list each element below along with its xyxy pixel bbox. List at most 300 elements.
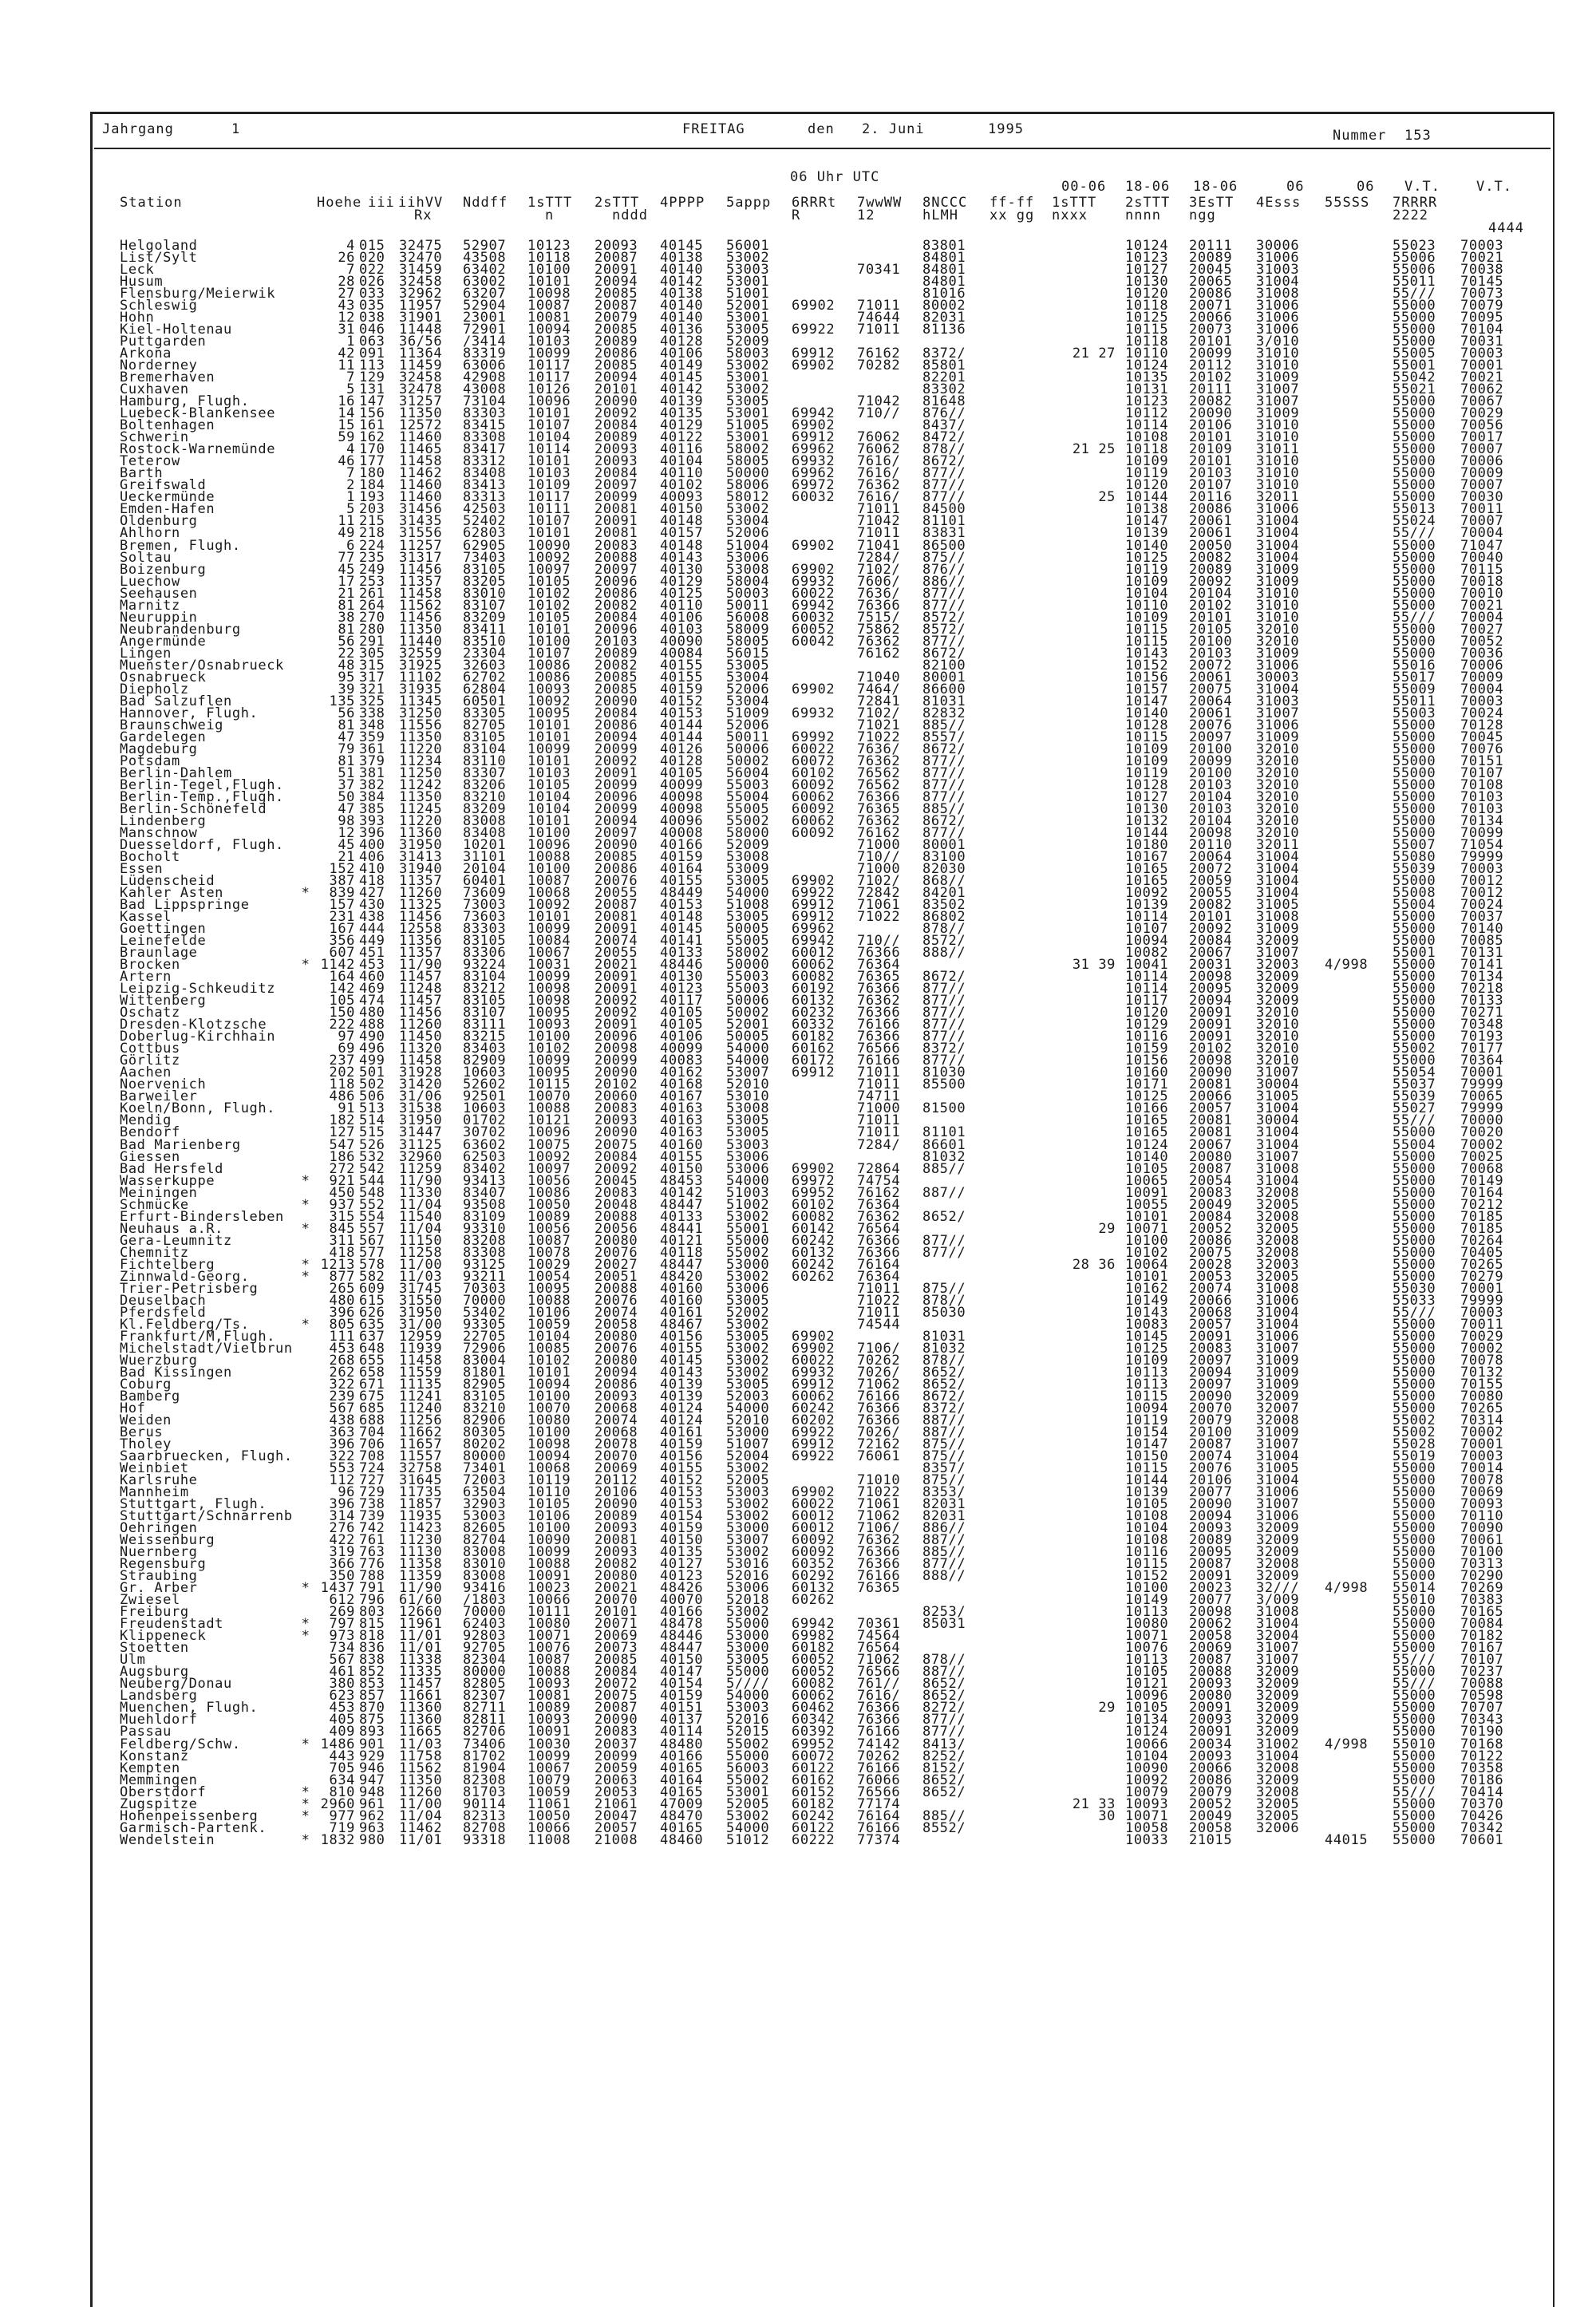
table-cell: 86601 xyxy=(922,1136,966,1153)
table-cell: 70001 xyxy=(1460,1065,1504,1081)
table-cell: 20085 xyxy=(595,322,638,338)
table-cell: 20092 xyxy=(595,1160,638,1177)
table-cell: 291 xyxy=(359,633,385,650)
table-cell: 83008 xyxy=(463,812,507,829)
table-cell: 48441 xyxy=(660,1220,704,1237)
table-cell: 71062 xyxy=(857,1376,901,1392)
table-cell: 488 xyxy=(359,1017,385,1033)
table-cell: 10131 xyxy=(1125,381,1169,398)
table-cell: 542 xyxy=(359,1160,385,1177)
table-cell: 55000 xyxy=(1393,1244,1436,1261)
table-cell: 788 xyxy=(359,1568,385,1585)
table-cell: 31435 xyxy=(399,513,443,530)
table-cell: 20102 xyxy=(1189,597,1233,614)
station-name: Hohenpeissenberg xyxy=(120,1807,259,1824)
column-head: 3EsTT xyxy=(1189,195,1235,211)
table-cell: 69912 xyxy=(792,429,836,446)
table-cell: 60242 xyxy=(792,1256,836,1273)
table-cell: 82708 xyxy=(463,1819,507,1836)
table-cell: 20093 xyxy=(595,238,638,254)
den-label: den xyxy=(808,121,835,137)
table-cell: 10096 xyxy=(527,393,571,410)
table-cell: 20049 xyxy=(1189,1807,1233,1824)
table-cell: 7636/ xyxy=(857,585,901,602)
table-cell: 55000 xyxy=(1393,1628,1436,1645)
table-cell: 10147 xyxy=(1125,513,1169,530)
table-cell: 20052 xyxy=(1189,1220,1233,1237)
table-cell: 53005 xyxy=(726,657,770,674)
mountain-marker: * xyxy=(301,1736,310,1752)
table-cell: 980 xyxy=(359,1831,385,1848)
table-cell: 20091 xyxy=(1189,1724,1233,1740)
mountain-marker: * xyxy=(301,1256,310,1273)
table-cell: 10101 xyxy=(527,717,571,733)
table-cell: 70707 xyxy=(1460,1700,1504,1716)
table-cell: 31006 xyxy=(1256,717,1300,733)
table-cell: 496 xyxy=(359,1041,385,1057)
table-cell: 53004 xyxy=(726,693,770,709)
station-name: Teterow xyxy=(120,453,180,470)
table-cell: 10103 xyxy=(527,465,571,482)
table-cell: 567 xyxy=(329,1400,355,1416)
table-cell: 237 xyxy=(329,1053,355,1069)
table-cell: 10105 xyxy=(1125,1664,1169,1681)
table-cell: 10117 xyxy=(527,489,571,506)
table-cell: 40093 xyxy=(660,489,704,506)
table-cell: 55/// xyxy=(1393,1676,1436,1693)
table-cell: 55000 xyxy=(1393,1053,1436,1069)
table-cell: 76162 xyxy=(857,824,901,841)
table-cell: 40165 xyxy=(660,1760,704,1776)
table-cell: 1213 xyxy=(320,1256,355,1273)
table-cell: 31004 xyxy=(1256,1136,1300,1153)
table-cell: 71011 xyxy=(857,298,901,314)
table-cell: 20087 xyxy=(1189,1160,1233,1177)
station-name: Deuselbach xyxy=(120,1292,207,1309)
table-cell: 50000 xyxy=(726,465,770,482)
table-cell: 20081 xyxy=(1189,1124,1233,1141)
table-cell: 887// xyxy=(922,1532,966,1549)
table-cell: 10143 xyxy=(1125,1304,1169,1321)
table-cell: 10117 xyxy=(1125,993,1169,1009)
table-cell: 53000 xyxy=(726,1628,770,1645)
table-cell: 73403 xyxy=(463,549,507,566)
table-cell: 70006 xyxy=(1460,657,1504,674)
table-cell: 20093 xyxy=(1189,1748,1233,1764)
table-cell: 40128 xyxy=(660,753,704,769)
table-cell: 83308 xyxy=(463,1244,507,1261)
table-cell: 20083 xyxy=(595,537,638,554)
table-cell: 10150 xyxy=(1125,1448,1169,1465)
table-cell: 10079 xyxy=(1125,1784,1169,1800)
station-name: Cuxhaven xyxy=(120,381,189,398)
table-cell: 63602 xyxy=(463,1136,507,1153)
table-cell: 70014 xyxy=(1460,1460,1504,1477)
table-cell: 70052 xyxy=(1460,633,1504,650)
table-cell: 60062 xyxy=(792,957,836,974)
table-cell: 20059 xyxy=(595,1760,638,1776)
period-head: 06 xyxy=(1357,179,1375,195)
table-cell: 55028 xyxy=(1393,1436,1436,1452)
table-cell: 612 xyxy=(329,1592,355,1609)
table-cell: 82308 xyxy=(463,1772,507,1788)
table-cell: 55021 xyxy=(1393,381,1436,398)
table-cell: 32009 xyxy=(1256,981,1300,997)
table-cell: 8672/ xyxy=(922,1388,966,1404)
table-cell: 53000 xyxy=(726,1520,770,1537)
table-cell: 704 xyxy=(359,1424,385,1440)
table-cell: 79999 xyxy=(1460,1100,1504,1117)
table-cell: 20097 xyxy=(595,561,638,578)
table-cell: 20061 xyxy=(1189,525,1233,542)
table-cell: 55006 xyxy=(1393,262,1436,278)
table-cell: 70002 xyxy=(1460,1424,1504,1440)
table-cell: 10079 xyxy=(527,1772,571,1788)
table-cell: 10116 xyxy=(1125,1029,1169,1045)
table-cell: 69962 xyxy=(792,921,836,938)
table-cell: 70021 xyxy=(1460,250,1504,267)
table-cell: 55/// xyxy=(1393,609,1436,626)
table-cell: 71022 xyxy=(857,1292,901,1309)
table-cell: 31413 xyxy=(399,849,443,866)
table-cell: 10118 xyxy=(1125,441,1169,458)
table-cell: 11230 xyxy=(399,1532,443,1549)
table-cell: 55000 xyxy=(1393,1388,1436,1404)
table-cell: 60012 xyxy=(792,945,836,962)
table-cell: 52016 xyxy=(726,1568,770,1585)
table-cell: 20083 xyxy=(1189,1184,1233,1201)
table-cell: 868// xyxy=(922,873,966,890)
table-cell: 70002 xyxy=(1460,1136,1504,1153)
station-name: Osnabrueck xyxy=(120,669,207,685)
table-cell: 70084 xyxy=(1460,1616,1504,1633)
table-cell: 8472/ xyxy=(922,429,966,446)
table-cell: 20073 xyxy=(1189,322,1233,338)
table-cell: 20081 xyxy=(595,1532,638,1549)
table-cell: 609 xyxy=(359,1280,385,1297)
table-cell: 10104 xyxy=(1125,1520,1169,1537)
table-cell: 20069 xyxy=(595,1460,638,1477)
table-cell: 69922 xyxy=(792,322,836,338)
table-cell: 70343 xyxy=(1460,1712,1504,1728)
table-cell: 48446 xyxy=(660,957,704,974)
table-cell: 70265 xyxy=(1460,1400,1504,1416)
table-cell: 734 xyxy=(329,1640,355,1657)
table-cell: 10100 xyxy=(1125,1232,1169,1249)
table-cell: 70011 xyxy=(1460,501,1504,518)
table-cell: 947 xyxy=(359,1772,385,1788)
table-cell: 53002 xyxy=(726,1544,770,1561)
table-cell: 40166 xyxy=(660,1604,704,1621)
table-cell: 76061 xyxy=(857,1448,901,1465)
table-cell: 55000 xyxy=(726,1748,770,1764)
table-cell: 55000 xyxy=(1393,909,1436,926)
table-cell: 60182 xyxy=(792,1640,836,1657)
table-cell: 887// xyxy=(922,1412,966,1428)
table-cell: 40099 xyxy=(660,776,704,793)
table-cell: 8652/ xyxy=(922,1364,966,1381)
table-cell: 70177 xyxy=(1460,1041,1504,1057)
column-head: Nddff xyxy=(463,195,508,211)
table-cell: 10129 xyxy=(1125,1017,1169,1033)
table-cell: 31007 xyxy=(1256,1340,1300,1357)
table-cell: 11/01 xyxy=(399,1628,443,1645)
table-cell: 40151 xyxy=(660,1700,704,1716)
table-cell: 70133 xyxy=(1460,993,1504,1009)
table-cell: 20090 xyxy=(1189,1065,1233,1081)
table-cell: 32603 xyxy=(463,657,507,674)
table-cell: 11325 xyxy=(399,897,443,914)
table-cell: 20087 xyxy=(595,897,638,914)
table-cell: 8152/ xyxy=(922,1760,966,1776)
table-cell: 60092 xyxy=(792,800,836,817)
table-cell: 55000 xyxy=(1393,1460,1436,1477)
table-cell: 83402 xyxy=(463,1160,507,1177)
table-cell: 82304 xyxy=(463,1652,507,1669)
table-cell: 10114 xyxy=(527,441,571,458)
table-cell: 20092 xyxy=(1189,573,1233,590)
table-cell: 11240 xyxy=(399,1400,443,1416)
table-cell: 83307 xyxy=(463,764,507,781)
table-cell: 83312 xyxy=(463,453,507,470)
table-cell: 305 xyxy=(359,645,385,662)
table-cell: 31010 xyxy=(1256,609,1300,626)
table-cell: 70001 xyxy=(1460,358,1504,374)
table-cell: 14 xyxy=(338,405,355,422)
table-cell: 875// xyxy=(922,1472,966,1489)
table-cell: 55000 xyxy=(726,1232,770,1249)
table-cell: 10100 xyxy=(527,262,571,278)
table-cell: 150 xyxy=(329,1005,355,1021)
table-cell: 11234 xyxy=(399,753,443,769)
table-cell: 53008 xyxy=(726,849,770,866)
table-cell: 31459 xyxy=(399,262,443,278)
table-cell: 10096 xyxy=(527,1124,571,1141)
table-cell: 76164 xyxy=(857,1807,901,1824)
mountain-marker: * xyxy=(301,1616,310,1633)
table-cell: 20101 xyxy=(595,381,638,398)
table-cell: 51001 xyxy=(726,286,770,302)
table-cell: 1832 xyxy=(320,1831,355,1848)
table-cell: 40104 xyxy=(660,453,704,470)
table-cell: 55/// xyxy=(1393,1304,1436,1321)
table-cell: 83510 xyxy=(463,633,507,650)
table-cell: 40128 xyxy=(660,334,704,350)
station-name: Berlin-Temp.,Flugh. xyxy=(120,788,284,805)
column-head: Hoehe xyxy=(317,195,362,211)
table-cell: 350 xyxy=(329,1568,355,1585)
table-cell: 96 xyxy=(338,1484,355,1501)
table-cell: 40156 xyxy=(660,1328,704,1345)
table-cell: 11961 xyxy=(399,1616,443,1633)
table-cell: 52010 xyxy=(726,1412,770,1428)
table-cell: 52001 xyxy=(726,298,770,314)
table-cell: 502 xyxy=(359,1076,385,1093)
station-name: Lingen xyxy=(120,645,172,662)
table-cell: 71011 xyxy=(857,1076,901,1093)
header-rule xyxy=(94,148,1551,149)
table-cell: 83104 xyxy=(463,741,507,757)
station-name: Meiningen xyxy=(120,1184,198,1201)
table-cell: 70007 xyxy=(1460,513,1504,530)
table-cell: 70212 xyxy=(1460,1196,1504,1213)
table-cell: 554 xyxy=(359,1208,385,1225)
table-cell: 69922 xyxy=(792,1424,836,1440)
table-cell: 10127 xyxy=(1125,262,1169,278)
table-cell: 32003 xyxy=(1256,957,1300,974)
table-cell: 32010 xyxy=(1256,633,1300,650)
table-cell: 10107 xyxy=(527,645,571,662)
table-cell: 10139 xyxy=(1125,897,1169,914)
mountain-marker: * xyxy=(301,1580,310,1597)
table-cell: 55002 xyxy=(1393,1041,1436,1057)
table-cell: 55024 xyxy=(1393,513,1436,530)
table-cell: 81 xyxy=(338,597,355,614)
table-cell: 55000 xyxy=(1393,1712,1436,1728)
table-cell: 51002 xyxy=(726,1196,770,1213)
table-cell: 11256 xyxy=(399,1412,443,1428)
station-name: Arkona xyxy=(120,346,172,362)
table-cell: 63402 xyxy=(463,262,507,278)
table-cell: 70029 xyxy=(1460,405,1504,422)
station-name: Ulm xyxy=(120,1652,146,1669)
station-name: Schmücke xyxy=(120,1196,189,1213)
table-cell: 40105 xyxy=(660,1005,704,1021)
table-cell: 70004 xyxy=(1460,525,1504,542)
table-cell: 70313 xyxy=(1460,1556,1504,1573)
table-cell: 70003 xyxy=(1460,861,1504,878)
table-cell: 10123 xyxy=(1125,393,1169,410)
table-cell: 20058 xyxy=(595,1316,638,1333)
table-cell: 32010 xyxy=(1256,1041,1300,1057)
table-cell: 52010 xyxy=(726,1076,770,1093)
table-cell: 55000 xyxy=(1393,1556,1436,1573)
table-cell: 40159 xyxy=(660,1688,704,1705)
table-cell: 877// xyxy=(922,1005,966,1021)
table-cell: 56 xyxy=(338,705,355,721)
table-cell: 42503 xyxy=(463,501,507,518)
station-name: Weissenburg xyxy=(120,1532,215,1549)
table-cell: 20093 xyxy=(595,1520,638,1537)
table-cell: 30004 xyxy=(1256,1112,1300,1129)
station-name: Luebeck-Blankensee xyxy=(120,405,276,422)
table-cell: 269 xyxy=(329,1604,355,1621)
table-cell: 31940 xyxy=(399,861,443,878)
table-cell: 93416 xyxy=(463,1580,507,1597)
table-cell: 55000 xyxy=(1393,812,1436,829)
table-cell: 21061 xyxy=(595,1795,638,1812)
table-cell: 55000 xyxy=(1393,1029,1436,1045)
table-cell: 10126 xyxy=(527,381,571,398)
table-cell: 70186 xyxy=(1460,1772,1504,1788)
table-cell: 55033 xyxy=(1393,1292,1436,1309)
table-cell: 53010 xyxy=(726,1088,770,1105)
station-name: Rostock-Warnemünde xyxy=(120,441,276,458)
table-cell: 69902 xyxy=(792,1328,836,1345)
station-name: Doberlug-Kirchhain xyxy=(120,1029,276,1045)
table-cell: 20098 xyxy=(1189,824,1233,841)
table-cell: 60182 xyxy=(792,1795,836,1812)
table-cell: 55007 xyxy=(1393,837,1436,853)
table-cell: 53002 xyxy=(726,1508,770,1525)
table-cell: 5 xyxy=(346,381,355,398)
table-cell: 52002 xyxy=(726,1304,770,1321)
table-cell: 81500 xyxy=(922,1100,966,1117)
table-cell: 20100 xyxy=(1189,741,1233,757)
table-cell: 20093 xyxy=(595,1112,638,1129)
table-cell: 877// xyxy=(922,465,966,482)
table-cell: 20096 xyxy=(595,788,638,805)
table-cell: 31010 xyxy=(1256,429,1300,446)
table-cell: 60142 xyxy=(792,1220,836,1237)
table-cell: 10603 xyxy=(463,1100,507,1117)
table-cell: 82030 xyxy=(922,861,966,878)
table-cell: 70314 xyxy=(1460,1412,1504,1428)
table-cell: 55000 xyxy=(1393,921,1436,938)
table-cell: 53003 xyxy=(726,1136,770,1153)
table-cell: 40145 xyxy=(660,238,704,254)
column-subhead: hLMH xyxy=(922,207,958,223)
table-cell: 77374 xyxy=(857,1831,901,1848)
table-cell: 20101 xyxy=(1189,453,1233,470)
table-cell: 76166 xyxy=(857,1760,901,1776)
table-cell: 11350 xyxy=(399,729,443,745)
table-cell: 20091 xyxy=(1189,1568,1233,1585)
table-cell: 55000 xyxy=(1393,405,1436,422)
table-cell: 70110 xyxy=(1460,1508,1504,1525)
table-cell: 10066 xyxy=(527,1819,571,1836)
table-cell: 60242 xyxy=(792,1807,836,1824)
table-cell: 20102 xyxy=(1189,369,1233,386)
table-cell: 70078 xyxy=(1460,1472,1504,1489)
station-name: Memmingen xyxy=(120,1772,198,1788)
table-cell: 046 xyxy=(359,322,385,338)
table-cell: 70370 xyxy=(1460,1795,1504,1812)
table-cell: 31010 xyxy=(1256,358,1300,374)
table-cell: 885// xyxy=(922,1160,966,1177)
table-cell: 877// xyxy=(922,753,966,769)
table-cell: 53000 xyxy=(726,1256,770,1273)
table-cell: 31007 xyxy=(1256,1496,1300,1513)
table-cell: 55000 xyxy=(1393,429,1436,446)
table-cell: 10603 xyxy=(463,1065,507,1081)
table-cell: 361 xyxy=(359,741,385,757)
table-cell: 55000 xyxy=(1393,310,1436,326)
table-cell: 60062 xyxy=(792,812,836,829)
table-cell: 55002 xyxy=(1393,1424,1436,1440)
station-name: Wuerzburg xyxy=(120,1352,198,1369)
table-cell: 53006 xyxy=(726,1160,770,1177)
table-cell: 71011 xyxy=(857,1124,901,1141)
nummer-value: 153 xyxy=(1404,128,1432,144)
table-cell: 7 xyxy=(346,369,355,386)
table-cell: 55000 xyxy=(1393,1160,1436,1177)
table-cell: 10091 xyxy=(527,1568,571,1585)
station-name: Weiden xyxy=(120,1412,172,1428)
column-head: 4Esss xyxy=(1256,195,1302,211)
table-cell: 22705 xyxy=(463,1328,507,1345)
table-cell: 82711 xyxy=(463,1700,507,1716)
table-cell: 74754 xyxy=(857,1172,901,1189)
table-cell: 76362 xyxy=(857,1208,901,1225)
table-cell: 10107 xyxy=(527,513,571,530)
table-cell: 31010 xyxy=(1256,477,1300,494)
table-cell: 53005 xyxy=(726,1376,770,1392)
table-cell: 70358 xyxy=(1460,1760,1504,1776)
table-cell: 55000 xyxy=(1393,764,1436,781)
table-cell: 70056 xyxy=(1460,417,1504,434)
station-name: Freiburg xyxy=(120,1604,189,1621)
